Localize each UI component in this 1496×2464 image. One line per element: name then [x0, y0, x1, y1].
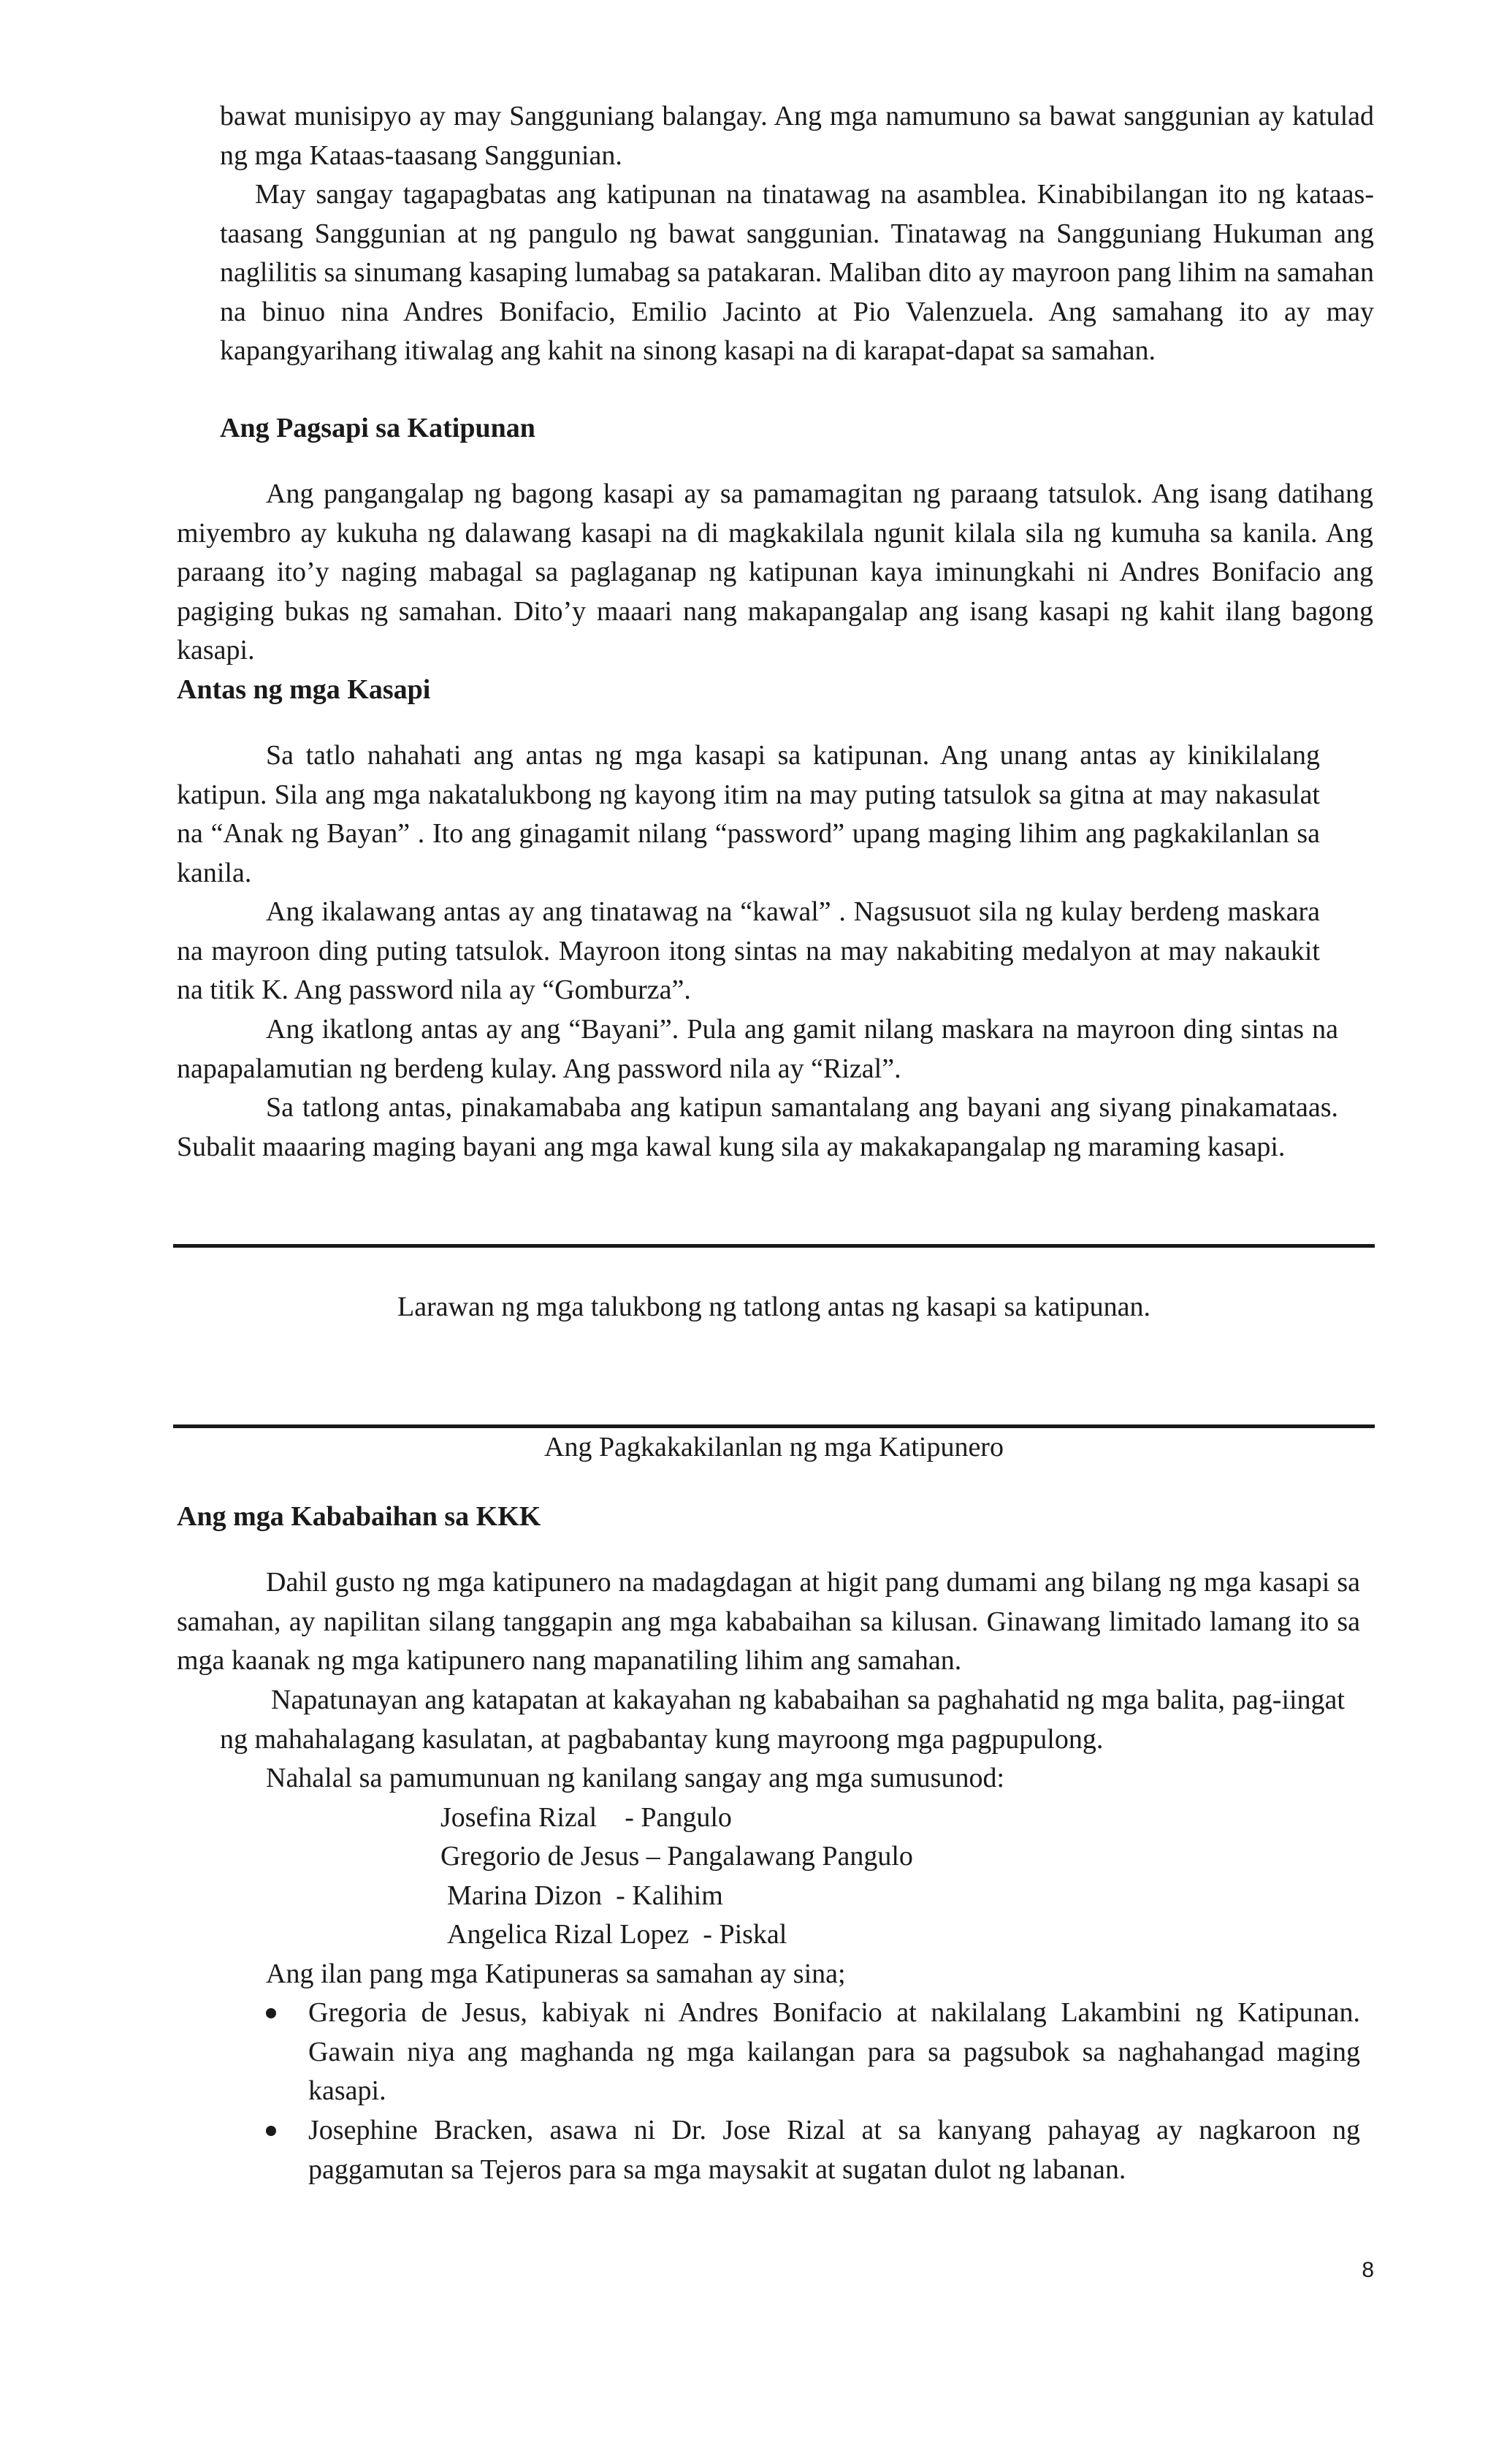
bullet-icon	[266, 2008, 276, 2018]
paragraph-katapatan: Napatunayan ang katapatan at kakayahan ng kababaihan sa paghahatid ng mga balita, pag-iingat ng mahahalagang kasulatan, at pagbabantay kung mayroong mga pagpupulong.	[220, 1685, 1345, 1755]
list-item-gregoria: Gregoria de Jesus, kabiyak ni Andres Bonifacio at nakilalang Lakambini ng Katipunan. Gawain niya ang maghanda ng mga kailangan para sa pagsubok sa naghahangad maging kasapi.	[308, 1997, 1360, 2106]
image-caption-pagkakakilanlan: Ang Pagkakakilanlan ng mga Katipunero	[544, 1432, 1004, 1462]
heading-antas: Antas ng mga Kasapi	[177, 674, 431, 705]
officer-kalihim: Marina Dizon - Kalihim	[447, 1880, 723, 1911]
page-number: 8	[1362, 2258, 1374, 2282]
paragraph-unang-antas: Sa tatlo nahahati ang antas ng mga kasapi sa katipunan. Ang unang antas ay kinikilalang katipun. Sila ang mga nakatalukbong ng kayong itim na may puting tatsulok sa gitna at may nakasulat na “Anak ng Bayan” . Ito ang ginagamit nilang “password” upang maging lihim ang pagkakilanlan sa kanila.	[177, 740, 1320, 888]
paragraph-katipuneras: Ang ilan pang mga Katipuneras sa samahan ay sina;	[266, 1958, 846, 1989]
officer-pangulo: Josefina Rizal - Pangulo	[440, 1802, 732, 1833]
officer-piskal: Angelica Rizal Lopez - Piskal	[447, 1919, 787, 1950]
heading-pagsapi: Ang Pagsapi sa Katipunan	[220, 413, 535, 443]
image-caption-talukbong: Larawan ng mga talukbong ng tatlong antas ng kasapi sa katipunan.	[397, 1292, 1150, 1322]
paragraph-ikatlong-antas: Ang ikatlong antas ay ang “Bayani”. Pula ang gamit nilang maskara na mayroon ding sintas na napapalamutian ng berdeng kulay. Ang password nila ay “Rizal”.	[177, 1014, 1338, 1084]
list-item-josephine: Josephine Bracken, asawa ni Dr. Jose Rizal at sa kanyang pahayag ay nagkaroon ng paggamutan sa Tejeros para sa mga maysakit at sugatan dulot ng labanan.	[308, 2115, 1360, 2185]
paragraph-pagsapi: Ang pangangalap ng bagong kasapi ay sa pamamagitan ng paraang tatsulok. Ang isang datihang miyembro ay kukuha ng dalawang kasapi na di magkakilala ngunit kilala sila ng kumuha sa kanila. Ang paraang ito’y naging mabagal sa paglaganap ng katipunan kaya iminungkahi ni Andres Bonifacio ang pagiging bukas ng samahan. Dito’y maaari nang makapangalap ang isang kasapi ng kahit ilang bagong kasapi.	[177, 478, 1373, 665]
heading-kababaihan: Ang mga Kababaihan sa KKK	[177, 1501, 541, 1532]
divider-top	[173, 1244, 1375, 1248]
paragraph-sangguniang-balangay: bawat munisipyo ay may Sangguniang balangay. Ang mga namumuno sa bawat sanggunian ay katulad ng mga Kataas-taasang Sanggunian.	[220, 101, 1374, 171]
bullet-icon	[266, 2126, 276, 2136]
paragraph-nahalal: Nahalal sa pamumunuan ng kanilang sangay ang mga sumusunod:	[266, 1763, 1005, 1793]
paragraph-kababaihan: Dahil gusto ng mga katipunero na madagdagan at higit pang dumami ang bilang ng mga kasapi sa samahan, ay napilitan silang tanggapin ang mga kababaihan sa kilusan. Ginawang limitado lamang ito sa mga kaanak ng mga katipunero nang mapanatiling lihim ang samahan.	[177, 1567, 1360, 1676]
paragraph-asamblea: May sangay tagapagbatas ang katipunan na tinatawag na asamblea. Kinabibilangan ito ng kataas-taasang Sanggunian at ng pangulo ng bawat sanggunian. Tinatawag na Sangguniang Hukuman ang naglilitis sa sinumang kasaping lumabag sa patakaran. Maliban dito ay mayroon pang lihim na samahan na binuo nina Andres Bonifacio, Emilio Jacinto at Pio Valenzuela. Ang samahang ito ay may kapangyarihang itiwalag ang kahit na sinong kasapi na di karapat-dapat sa samahan.	[220, 179, 1374, 366]
paragraph-ikalawang-antas: Ang ikalawang antas ay ang tinatawag na “kawal” . Nagsusuot sila ng kulay berdeng maskara na mayroon ding puting tatsulok. Mayroon itong sintas na may nakabiting medalyon at may nakaukit na titik K. Ang password nila ay “Gomburza”.	[177, 896, 1320, 1005]
officer-pangalawang-pangulo: Gregorio de Jesus – Pangalawang Pangulo	[440, 1841, 913, 1872]
paragraph-tatlong-antas: Sa tatlong antas, pinakamababa ang katipun samantalang ang bayani ang siyang pinakamataas. Subalit maaaring maging bayani ang mga kawal kung sila ay makakapangalap ng maraming kasapi.	[177, 1092, 1338, 1162]
